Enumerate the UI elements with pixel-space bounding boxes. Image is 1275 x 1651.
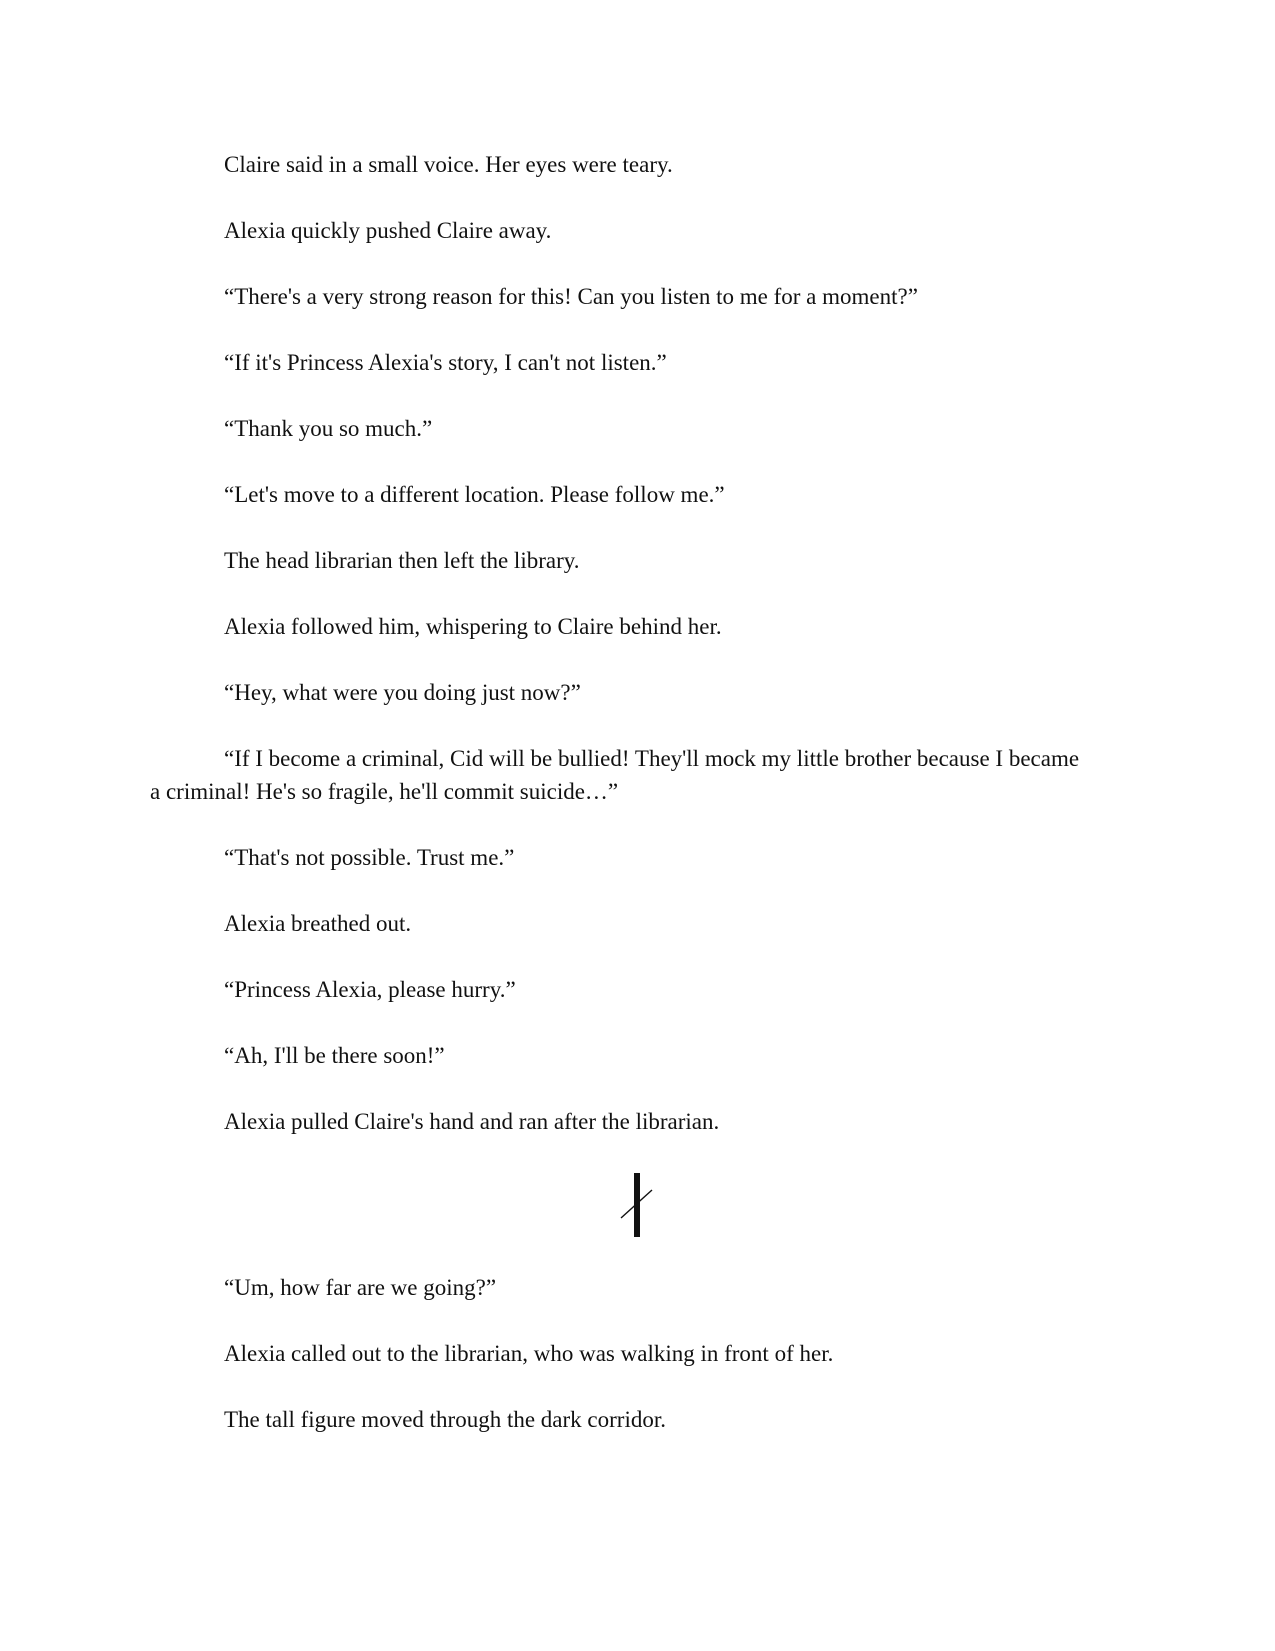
paragraph: Alexia quickly pushed Claire away. xyxy=(224,218,552,243)
paragraph: “Thank you so much.” xyxy=(224,416,433,441)
paragraph: “Hey, what were you doing just now?” xyxy=(224,680,581,705)
paragraph: “Princess Alexia, please hurry.” xyxy=(224,977,516,1002)
scene-break-sword-icon xyxy=(615,1170,659,1240)
paragraph: Alexia breathed out. xyxy=(224,911,412,936)
paragraph: Alexia pulled Claire's hand and ran after the librarian. xyxy=(224,1109,720,1134)
paragraph: Alexia called out to the librarian, who was walking in front of her. xyxy=(224,1341,834,1366)
paragraph: “If it's Princess Alexia's story, I can't not listen.” xyxy=(224,350,667,375)
paragraph: “Um, how far are we going?” xyxy=(224,1275,497,1300)
paragraph: The tall figure moved through the dark corridor. xyxy=(224,1407,666,1432)
paragraph: The head librarian then left the library. xyxy=(224,548,580,573)
paragraph: “Ah, I'll be there soon!” xyxy=(224,1043,445,1068)
paragraph: “Let's move to a different location. Please follow me.” xyxy=(224,482,725,507)
paragraph: Claire said in a small voice. Her eyes were teary. xyxy=(224,152,673,177)
paragraph: “There's a very strong reason for this! Can you listen to me for a moment?” xyxy=(224,284,918,309)
paragraph: “That's not possible. Trust me.” xyxy=(224,845,515,870)
paragraph: Alexia followed him, whispering to Claire behind her. xyxy=(224,614,722,639)
paragraph: “If I become a criminal, Cid will be bullied! They'll mock my little brother because I became a criminal! He's so fragile, he'll commit suicide…” xyxy=(150,746,1080,804)
